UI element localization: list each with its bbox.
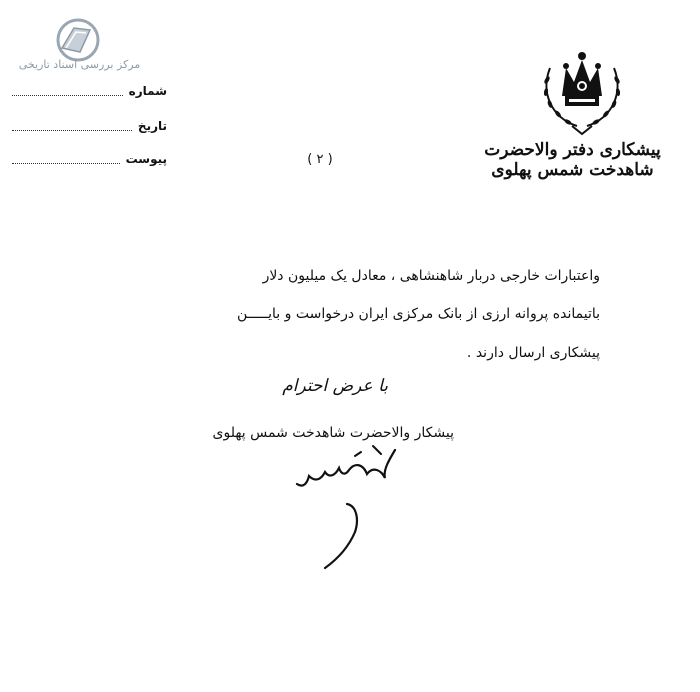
body-line-1: واعتبارات خارجی دربار شاهنشاهی ، معادل یک میلیون دلار: [262, 268, 600, 284]
attachment-field: [12, 148, 167, 166]
attachment-label: پیوست: [125, 152, 167, 166]
number-label: شماره: [128, 84, 167, 98]
date-label: تاریخ: [137, 119, 167, 133]
body-line-3: پیشکاری ارسال دارند .: [466, 345, 600, 361]
number-dotted-line: [12, 83, 123, 96]
page-number: ( ۲ ): [307, 152, 333, 167]
royal-crown-crest-icon: [532, 38, 632, 138]
handwritten-signature: [285, 440, 415, 575]
watermark-text: مرکز بررسی اسناد تاریخی: [18, 58, 141, 71]
closing-regards: با عرض احترام: [282, 376, 388, 396]
letterhead-title: پیشکاری دفتر والاحضرت شاهدخت شمس پهلوی: [484, 140, 661, 180]
body-line-2: باتیماندە پروانه ارزی از بانک مرکزی ایران درخواست و بایـــــن: [236, 306, 600, 322]
date-dotted-line: [12, 118, 132, 131]
attachment-dotted-line: [12, 151, 120, 164]
date-field: [12, 115, 167, 133]
number-field: [12, 80, 167, 98]
signer-title: پیشکار والاحضرت شاهدخت شمس پهلوی: [212, 425, 454, 441]
